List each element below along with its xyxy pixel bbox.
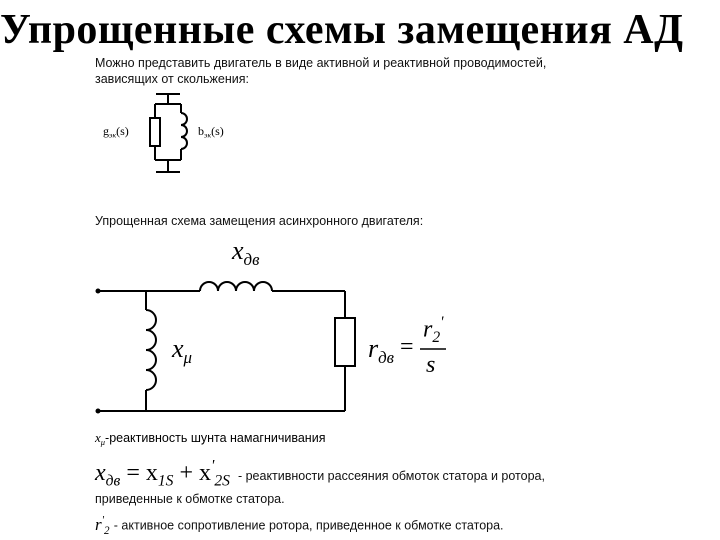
label-r-dv: $r_{дв}$ [368,334,395,367]
legend-reactance-equation: $x_{дв} = x_{1S} + x'_{2S}$ - реактивности рассеяния обмоток статора и ротора, [95,458,545,490]
label-g-ek: $g_{эк}(s)$ [103,124,129,140]
legend-reactance-text: - реактивности рассеяния обмоток статора и ротора, [237,469,545,484]
legend-xmu: $x_\mu$-реактивность шунта намагничивания [95,430,326,447]
terminal-top [96,289,101,294]
inductor-x-dv [200,282,272,291]
resistor-r-dv [335,318,355,366]
simplified-heading: Упрощенная схема замещения асинхронного двигателя: [95,214,424,228]
fraction-numerator: $r_2'$ [423,314,444,346]
legend-reactance-text-2: приведенные к обмотке статора. [95,492,285,506]
label-x-dv: $x_{дв}$ [232,236,260,269]
intro-line-2: зависящих от скольжения: [95,72,249,86]
terminal-bottom [96,409,101,414]
intro-line-1: Можно представить двигатель в виде активной и реактивной проводимостей, [95,56,547,70]
fraction-denominator: s [426,352,436,378]
legend-r2: $r'_2$ - активное сопротивление ротора, приведенное к обмотке статора. [95,514,504,537]
equals-sign: = [400,334,414,360]
legend-r2-text: - активное сопротивление ротора, приведенное к обмотке статора. [113,518,504,533]
label-x-mu: $x_\mu$ [172,334,193,367]
label-b-ek: $b_{эк}(s)$ [198,124,224,140]
page-title: Упрощенные схемы замещения АД [0,7,684,53]
inductor-x-mu [146,310,156,390]
